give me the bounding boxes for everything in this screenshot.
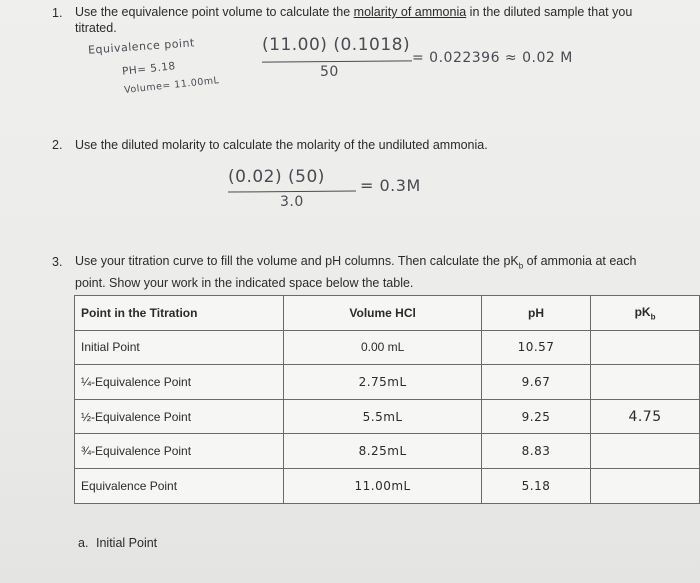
- q1-numerator: (11.00) (0.1018): [262, 35, 411, 55]
- q2-text: Use the diluted molarity to calculate the molarity of the undiluted ammonia.: [75, 138, 488, 152]
- sub-a-text: Initial Point: [96, 536, 158, 550]
- q1-text: Use the equivalence point volume to calculate the molarity of ammonia in the diluted sample that you titrated.: [75, 5, 633, 35]
- q1-result: = 0.022396 ≈ 0.02 M: [412, 50, 573, 66]
- header-volume: Volume HCl: [284, 296, 482, 331]
- q3-number: 3.: [52, 255, 63, 269]
- cell-ph: 9.25: [481, 399, 590, 434]
- header-point: Point in the Titration: [75, 296, 284, 331]
- cell-pkb: [591, 434, 700, 469]
- cell-point: ½-Equivalence Point: [75, 399, 284, 434]
- q1-denominator: 50: [320, 64, 339, 80]
- cell-point: ¼-Equivalence Point: [75, 365, 284, 400]
- cell-volume: 5.5mL: [284, 399, 482, 434]
- titration-table: [74, 295, 700, 504]
- cell-pkb: [591, 468, 700, 503]
- table-row: [75, 399, 700, 434]
- q1-note-volume: Volume= 11.00mL: [123, 75, 220, 96]
- q2-number: 2.: [52, 138, 63, 152]
- q1-fraction-bar: [262, 60, 412, 62]
- table-header-row: [75, 296, 700, 331]
- table-row: [75, 365, 700, 400]
- cell-volume: 0.00 mL: [284, 330, 482, 365]
- table-row: [75, 330, 700, 365]
- sub-a-label: a.: [78, 536, 89, 550]
- q1-note-ph: PH= 5.18: [121, 60, 177, 78]
- cell-pkb: [591, 365, 700, 400]
- q2-fraction-bar: [228, 190, 356, 192]
- cell-point: Initial Point: [75, 330, 284, 365]
- cell-point: ¾-Equivalence Point: [75, 434, 284, 469]
- q2-numerator: (0.02) (50): [228, 167, 325, 187]
- cell-ph: 10.57: [481, 330, 590, 365]
- table-row: [75, 434, 700, 469]
- header-pkb: $pK_b$: [591, 296, 700, 331]
- cell-point: Equivalence Point: [75, 468, 284, 503]
- cell-volume: 11.00mL: [284, 468, 482, 503]
- q1-note-equivalence: Equivalence point: [87, 36, 196, 57]
- cell-pkb: 4.75: [591, 399, 700, 434]
- q1-number: 1.: [52, 6, 63, 20]
- q2-denominator: 3.0: [280, 194, 304, 210]
- cell-volume: 8.25mL: [284, 434, 482, 469]
- cell-ph: 8.83: [481, 434, 590, 469]
- cell-ph: 5.18: [481, 468, 590, 503]
- q2-result: = 0.3M: [360, 176, 421, 195]
- cell-ph: 9.67: [481, 365, 590, 400]
- cell-volume: 2.75mL: [284, 365, 482, 400]
- header-ph: pH: [481, 296, 590, 331]
- table-row: [75, 468, 700, 503]
- q3-text: Use your titration curve to fill the volume and pH columns. Then calculate the $pK_b$ of ammonia at each point. Show your work in the indicated space below the table.: [75, 254, 637, 290]
- cell-pkb: [591, 330, 700, 365]
